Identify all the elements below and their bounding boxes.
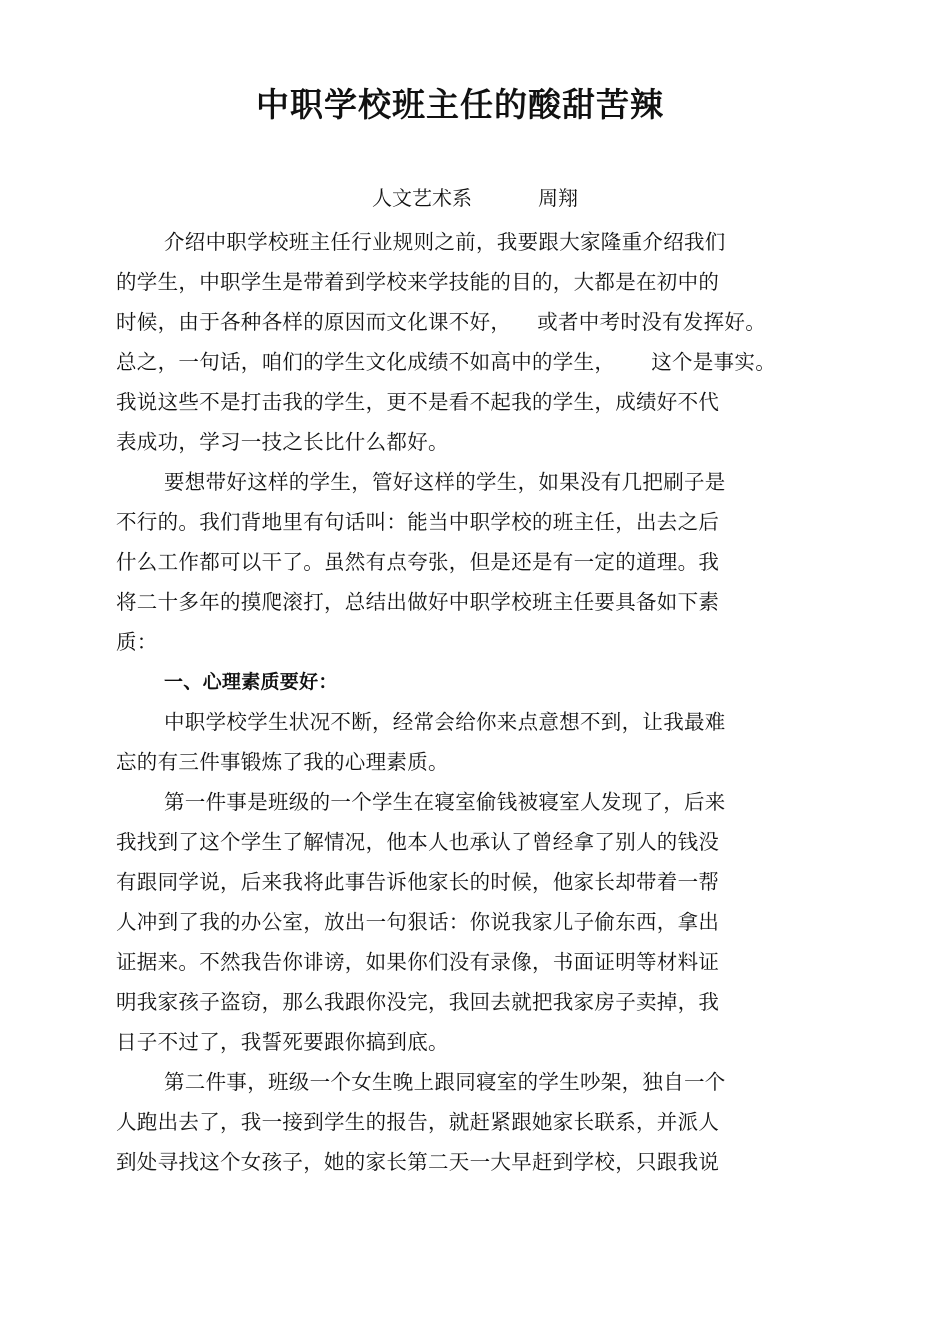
author: 周翔 [538, 186, 578, 210]
text-line: 第一件事是班级的一个学生在寝室偷钱被寝室人发现了，后来 [164, 790, 726, 814]
text-line: 什么工作都可以干了。虽然有点夸张，但是还是有一定的道理。我 [116, 550, 720, 574]
text-line: 有跟同学说，后来我将此事告诉他家长的时候，他家长却带着一帮 [116, 870, 720, 894]
text-line: 我找到了这个学生了解情况，他本人也承认了曾经拿了别人的钱没 [116, 830, 720, 854]
text-line: 我说这些不是打击我的学生，更不是看不起我的学生，成绩好不代 [116, 390, 720, 414]
text-line: 人冲到了我的办公室，放出一句狠话：你说我家儿子偷东西，拿出 [116, 910, 720, 934]
text-line: 不行的。我们背地里有句话叫：能当中职学校的班主任，出去之后 [116, 510, 720, 534]
section-heading: 一、心理素质要好： [164, 671, 338, 693]
text-line: 日子不过了，我誓死要跟你搞到底。 [116, 1030, 449, 1054]
document-title: 中职学校班主任的酸甜苦辣 [256, 85, 664, 124]
text-line: 中职学校学生状况不断，经常会给你来点意想不到，让我最难 [164, 710, 726, 734]
text-line: 到处寻找这个女孩子，她的家长第二天一大早赶到学校，只跟我说 [116, 1150, 720, 1174]
text-line: 明我家孩子盗窃，那么我跟你没完，我回去就把我家房子卖掉，我 [116, 990, 720, 1014]
department: 人文艺术系 [372, 186, 472, 210]
text-segment: 时候，由于各种各样的原因而文化课不好， [116, 310, 512, 334]
text-line: 的学生，中职学生是带着到学校来学技能的目的，大都是在初中的 [116, 270, 720, 294]
text-line: 表成功，学习一技之长比什么都好。 [116, 430, 449, 454]
text-line: 第二件事，班级一个女生晚上跟同寝室的学生吵架，独自一个 [164, 1070, 726, 1094]
text-line [116, 342, 836, 382]
text-segment: 总之，一句话，咱们的学生文化成绩不如高中的学生， [116, 350, 616, 374]
text-line: 将二十多年的摸爬滚打，总结出做好中职学校班主任要具备如下素 [116, 590, 720, 614]
text-line: 证据来。不然我告你诽谤，如果你们没有录像，书面证明等材料证 [116, 950, 720, 974]
byline [0, 183, 950, 213]
text-segment: 这个是事实。 [651, 350, 777, 374]
text-line: 介绍中职学校班主任行业规则之前，我要跟大家隆重介绍我们 [164, 230, 726, 254]
text-line: 人跑出去了，我一接到学生的报告，就赶紧跟她家长联系，并派人 [116, 1110, 720, 1134]
text-line: 要想带好这样的学生，管好这样的学生，如果没有几把刷子是 [164, 470, 726, 494]
document-body [116, 222, 836, 1182]
text-line: 质： [116, 630, 158, 654]
text-line [116, 302, 836, 342]
text-segment: 或者中考时没有发挥好。 [537, 310, 767, 334]
text-line: 忘的有三件事锻炼了我的心理素质。 [116, 750, 449, 774]
